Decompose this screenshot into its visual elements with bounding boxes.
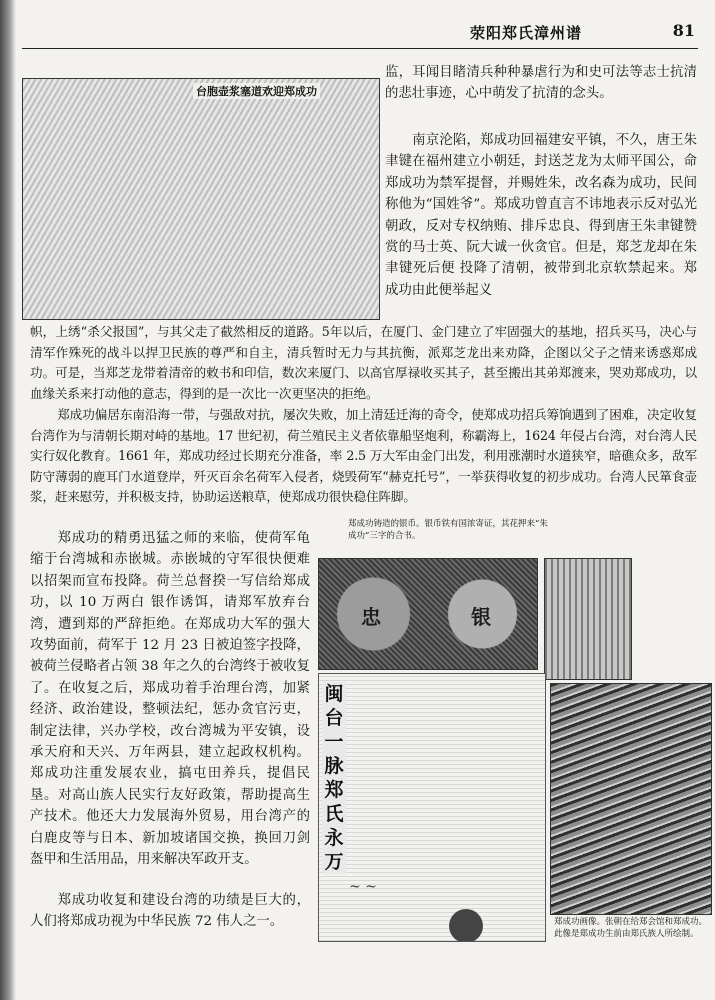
handwritten-signature: ~ ~ (349, 879, 377, 895)
paragraph-6: 郑成功收复和建设台湾的功绩是巨大的，人们将郑成功视为中华民族 72 伟人之一。 (30, 893, 310, 930)
page-number: 81 (672, 21, 695, 40)
photo-panel (318, 518, 711, 940)
silver-coins-photo (318, 558, 538, 670)
zheng-chenggong-painting (550, 683, 712, 915)
painting-caption: 郑成功画像。张朝在给郑会馆和郑成功。此像是郑成功生前由郑氏族人所绘制。 (554, 917, 708, 939)
header-rule (22, 48, 698, 49)
coin-right-text: 银 (471, 605, 491, 629)
calligraphy-scroll (544, 558, 632, 680)
newspaper-clipping (318, 673, 546, 942)
paragraph-2: 南京沦陷，郑成功回福建安平镇，不久，唐王朱聿键在福州建立小朝廷，封送芝龙为太师平国公，命郑成功为禁军提督，并赐姓朱，改名森为成功，民间称他为“国姓爷”。郑成功曾直言不讳地表示反对弘光朝政，反对专权纳贿、排斥忠良、得到唐王朱聿键赞赏的马士英、阮大诚一伙贪官。但是，郑芝龙却在朱聿键死后便 投降了清朝，被带到北京软禁起来。郑成功由此便举起义 (385, 133, 697, 298)
page-binding-shadow (0, 0, 16, 1000)
coin-caption: 郑成功铸造的银币。银币铁有国浓寄证，其花押来“朱成功”三字的合书。 (348, 519, 548, 541)
welcome-illustration (22, 78, 380, 320)
paragraph-5: 郑成功的精勇迅猛之师的来临，使荷军龟缩于台湾城和赤嵌城。赤嵌城的守军很快便难以招架而宣布投降。荷兰总督揆一写信给郑成功，以 10 万两白 银作诱饵，请郑军放弃台 湾，遭到郑的严辞拒绝。在郑成功大军的强大攻势面前，荷军于 12 月 23 日被迫签字投降，被荷兰侵略者占领 38 年之久的台湾终于被收复了。在收复之后，郑成功着手治理台湾，加紧经济、政治建设，整顿法纪，惩办贪官污吏，制定法律，兴办学校，改台湾城为平安镇，设承天府和天兴、万年两县，建立起政权机构。郑成功注重发展农业，搞屯田养兵，提倡民垦。对高山族人民实行友好政策，帮助提高生产技术。他还大力发展海外贸易，用台湾产的白鹿皮等与日本、新加坡诸国交换，换回刀剑盔甲和生活用品，用来解决军政开支。 (30, 531, 310, 868)
coin-left-text: 忠 (361, 605, 381, 629)
running-title: 荥阳郑氏漳州谱 (470, 24, 583, 42)
coin-photo-small (449, 909, 483, 942)
illustration-caption: 台胞壶浆塞道欢迎郑成功 (193, 83, 320, 99)
page-header (470, 22, 695, 44)
paragraph-1: 监，耳闻目睹清兵种种暴虐行为和史可法等志士抗清的悲壮事迹，心中萌发了抗清的念头。 (385, 65, 697, 102)
clipping-title: 闽台一脉 郑氏永万 (322, 682, 346, 874)
paragraph-4: 郑成功偏居东南沿海一带，与强敌对抗，屡次失败，加上清廷迁海的奇令，使郑成功招兵筹饷遇到了困难，决定收复台湾作为与清朝长期对峙的基地。17 世纪初，荷兰殖民主义者依靠船坚炮利，称霸海上，1624 年侵占台湾，对台湾人民实行奴化教育。1661 年，郑成功经过长期充分准备，率 2.5 万大军由金门出发，利用涨潮时水道狭窄，暗礁众多，敌军防守薄弱的鹿耳门水道登岸，歼灭百余名荷军入侵者，烧毁荷军“赫克托号”，一举获得收复的初步成功。台湾人民箪食壶浆，赶来慰劳，并积极支持，协助运送粮草，使郑成功很快稳住阵脚。 (30, 407, 697, 504)
paragraph-3: 帜，上绣“杀父报国”，与其父走了截然相反的道路。5年以后，在厦门、金门建立了牢固强大的基地，招兵买马，决心与清军作殊死的战斗以捍卫民族的尊严和自主，清兵暂时无力与其抗衡，派郑芝龙出来劝降，企图以父子之情来诱惑郑成功。可是，当郑芝龙带着清帝的敕书和印信，数次来厦门、以高官厚禄收买其子，甚至搬出其弟郑渡来，哭劝郑成功，以血缘关系来打动他的意志，得到的是一次比一次更坚决的拒绝。 (30, 324, 697, 401)
